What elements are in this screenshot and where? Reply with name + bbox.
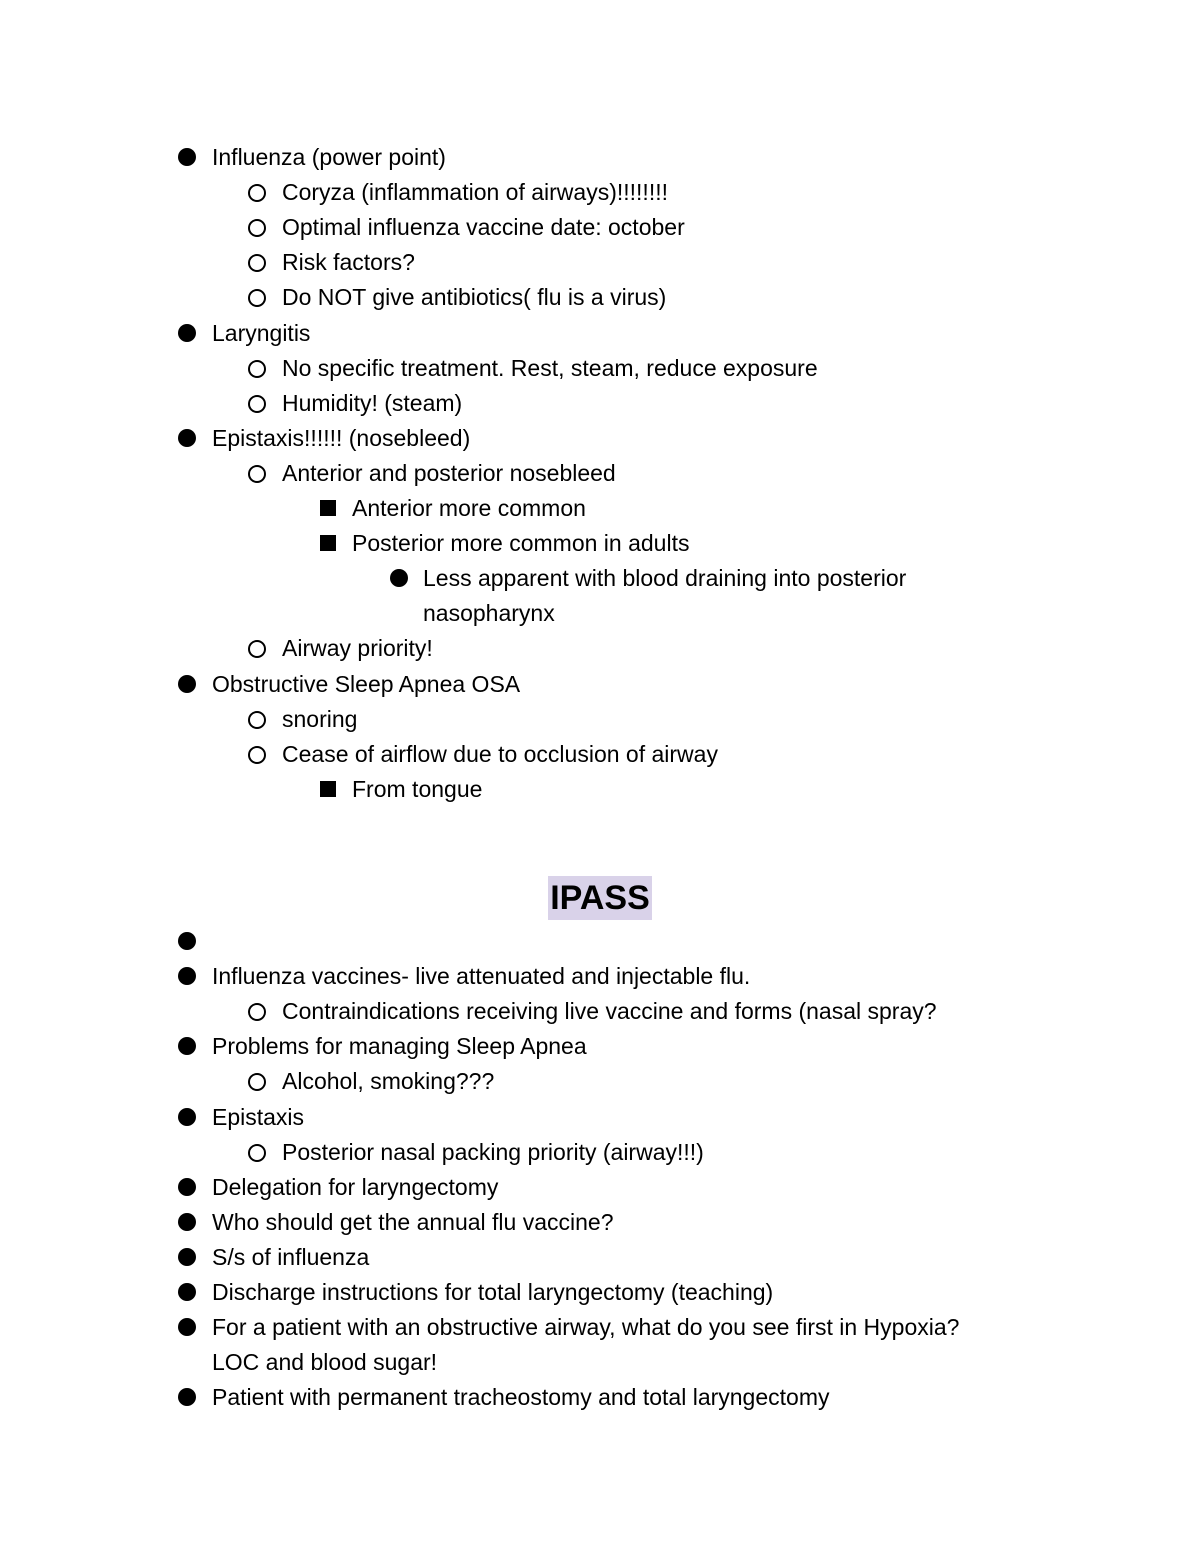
list-item-text: snoring [282,705,358,732]
list-item-text: Patient with permanent tracheostomy and total laryngectomy [212,1384,830,1411]
sub-list-item [0,772,1200,807]
sub-list-item [0,737,1200,772]
hollow-bullet-icon [248,746,266,764]
filled-bullet-icon [178,1108,196,1126]
filled-bullet-icon [178,1318,196,1336]
list-item-text: Coryza (inflammation of airways)!!!!!!!! [282,179,668,206]
square-bullet-icon [320,500,336,516]
list-item-text: Delegation for laryngectomy [212,1173,499,1200]
list-item-text: Optimal influenza vaccine date: october [282,214,685,241]
list-item-text: Posterior more common in adults [352,530,690,557]
list-item [0,421,1200,456]
list-item-text: Discharge instructions for total laryngectomy (teaching) [212,1279,774,1305]
filled-bullet-icon [178,675,196,693]
filled-bullet-icon [390,569,408,587]
hollow-bullet-icon [248,711,266,729]
list-item [0,1100,1200,1135]
list-item-text: S/s of influenza [212,1243,370,1270]
sub-list-item [0,1135,1200,1170]
square-bullet-icon [320,535,336,551]
filled-bullet-icon [178,967,196,985]
filled-bullet-icon [178,932,196,950]
list-item-text: Airway priority! [282,635,433,662]
list-item-text: Epistaxis [212,1103,305,1130]
sub-list-item [0,175,1200,210]
filled-bullet-icon [178,1213,196,1231]
list-item-text: Anterior and posterior nosebleed [282,459,616,486]
filled-bullet-icon [178,429,196,447]
filled-bullet-icon [178,1037,196,1055]
list-item [0,140,1200,175]
list-item-text: Cease of airflow due to occlusion of airway [282,740,718,767]
hollow-bullet-icon [248,640,266,658]
list-item-text: Influenza vaccines- live attenuated and injectable flu. [212,963,751,990]
list-item-text: Epistaxis!!!!!! (nosebleed) [212,424,471,451]
list-item-text: Contraindications receiving live vaccine and forms (nasal spray? [282,998,937,1025]
list-item [0,1240,1200,1275]
list-item-text: Who should get the annual flu vaccine? [212,1208,614,1235]
list-item [0,1029,1200,1064]
sub-list-item [0,994,1200,1029]
list-item-text: From tongue [352,775,483,802]
list-item-text: Alcohol, smoking??? [282,1068,495,1095]
filled-bullet-icon [178,1178,196,1196]
list-item-text: No specific treatment. Rest, steam, reduce exposure [282,354,818,381]
sub-list-item [0,596,1200,631]
hollow-bullet-icon [248,184,266,202]
hollow-bullet-icon [248,254,266,272]
list-item-text: Do NOT give antibiotics( flu is a virus) [282,284,667,311]
list-item [0,1205,1200,1240]
square-bullet-icon [320,781,336,797]
sub-list-item [0,702,1200,737]
list-item [0,959,1200,994]
list-item-text: Laryngitis [212,319,311,346]
list-item [0,1275,1200,1310]
list-item [0,316,1200,351]
list-item-text: Influenza (power point) [212,144,446,170]
sub-list-item [0,526,1200,561]
ipass-heading-text: IPASS [548,876,652,920]
sub-list-item [0,456,1200,491]
filled-bullet-icon [178,148,196,166]
hollow-bullet-icon [248,289,266,307]
list-item [0,924,1200,959]
filled-bullet-icon [178,1283,196,1301]
list-item-text: Anterior more common [352,495,586,521]
sub-list-item [0,280,1200,315]
sub-list-item [0,1064,1200,1099]
list-item-text: Obstructive Sleep Apnea OSA [212,670,521,697]
list-item [0,1380,1200,1415]
list-item-text: Humidity! (steam) [282,389,463,416]
hollow-bullet-icon [248,1144,266,1162]
sub-list-item [0,210,1200,245]
filled-bullet-icon [178,1248,196,1266]
list-item-text: LOC and blood sugar! [212,1349,438,1376]
list-item [0,1345,1200,1380]
sub-list-item [0,561,1200,596]
list-item-text: nasopharynx [423,600,555,627]
sub-list-item [0,351,1200,386]
sub-list-item [0,245,1200,280]
list-item-text: For a patient with an obstructive airway, what do you see first in Hypoxia? [212,1314,960,1341]
hollow-bullet-icon [248,360,266,378]
sub-list-item [0,386,1200,421]
hollow-bullet-icon [248,219,266,237]
sub-list-item [0,491,1200,526]
list-item [0,667,1200,702]
list-item-text: Problems for managing Sleep Apnea [212,1033,587,1060]
list-item-text: Less apparent with blood draining into posterior [423,565,907,592]
hollow-bullet-icon [248,1003,266,1021]
list-item-text: Posterior nasal packing priority (airway!!!) [282,1138,704,1165]
list-item [0,1170,1200,1205]
list-item [0,1310,1200,1345]
filled-bullet-icon [178,1388,196,1406]
hollow-bullet-icon [248,1073,266,1091]
filled-bullet-icon [178,324,196,342]
sub-list-item [0,631,1200,666]
list-item-text: Risk factors? [282,249,415,276]
ipass-heading [0,876,1200,920]
hollow-bullet-icon [248,395,266,413]
hollow-bullet-icon [248,465,266,483]
